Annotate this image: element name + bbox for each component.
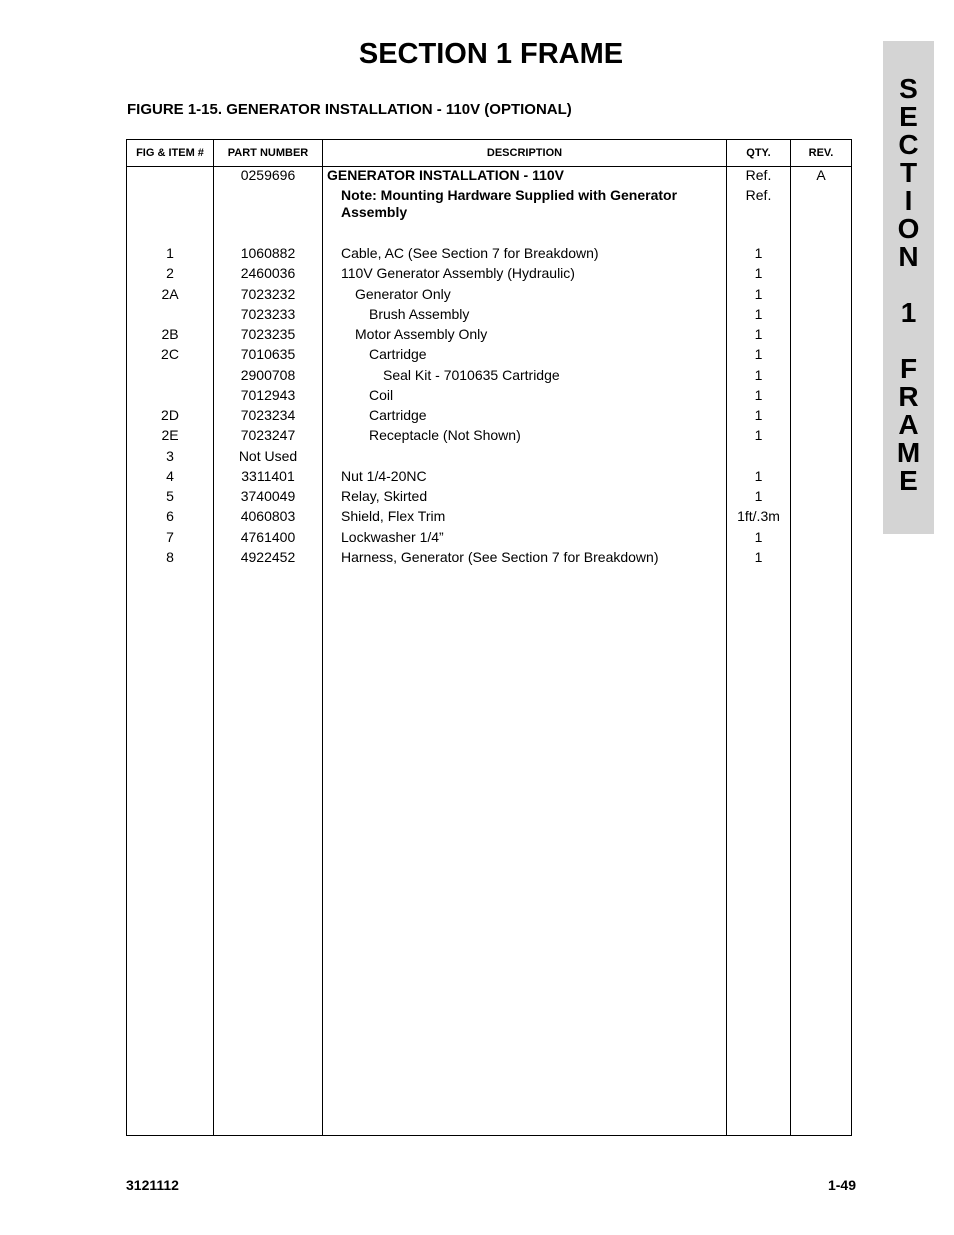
column-header-qty: QTY. bbox=[746, 147, 771, 159]
side-tab-letter: T bbox=[899, 157, 918, 188]
cell-item: 3 bbox=[166, 448, 174, 464]
cell-description: Brush Assembly bbox=[369, 306, 470, 322]
footer-page-number: 1-49 bbox=[827, 1177, 856, 1193]
cell-part-number: 2900708 bbox=[240, 367, 296, 383]
cell-item: 2B bbox=[161, 326, 179, 342]
cell-qty: 1 bbox=[754, 427, 763, 443]
page-title: SECTION 1 FRAME bbox=[358, 38, 624, 70]
cell-qty: Ref. bbox=[745, 167, 772, 183]
side-tab-letter: M bbox=[896, 437, 921, 468]
cell-part-number: Not Used bbox=[238, 448, 298, 464]
cell-qty: Ref. bbox=[745, 187, 772, 203]
cell-description: GENERATOR INSTALLATION - 110V bbox=[327, 167, 564, 183]
cell-part-number: 4060803 bbox=[240, 508, 296, 524]
cell-qty: 1 bbox=[754, 468, 763, 484]
cell-item: 5 bbox=[166, 488, 174, 504]
cell-item: 7 bbox=[166, 529, 174, 545]
cell-part-number: 4761400 bbox=[240, 529, 296, 545]
side-tab-letter: A bbox=[898, 409, 919, 440]
cell-part-number: 2460036 bbox=[240, 265, 296, 281]
cell-description: Relay, Skirted bbox=[341, 488, 428, 504]
cell-description: Receptacle (Not Shown) bbox=[369, 427, 521, 443]
cell-part-number: 3311401 bbox=[241, 468, 295, 484]
side-tab-letter: R bbox=[898, 381, 919, 412]
cell-part-number: 7010635 bbox=[240, 346, 296, 362]
cell-item: 2A bbox=[161, 286, 179, 302]
cell-item: 2D bbox=[161, 407, 179, 423]
column-header-description: DESCRIPTION bbox=[486, 147, 563, 159]
cell-item: 2 bbox=[166, 265, 174, 281]
cell-qty: 1 bbox=[754, 488, 763, 504]
column-header-part-number: PART NUMBER bbox=[227, 147, 309, 159]
cell-item: 1 bbox=[166, 245, 174, 261]
side-tab-letter: N bbox=[898, 241, 919, 272]
column-header-rev: REV. bbox=[808, 147, 834, 159]
cell-part-number: 4922452 bbox=[240, 549, 296, 565]
cell-qty: 1 bbox=[754, 367, 763, 383]
cell-description: Harness, Generator (See Section 7 for Breakdown) bbox=[341, 549, 659, 565]
side-tab-letter: S bbox=[899, 73, 918, 104]
cell-part-number: 1060882 bbox=[240, 245, 296, 261]
side-tab-letter: C bbox=[898, 129, 919, 160]
parts-table bbox=[126, 139, 852, 1136]
cell-qty: 1 bbox=[754, 326, 763, 342]
cell-description: Motor Assembly Only bbox=[355, 326, 488, 342]
cell-qty: 1 bbox=[754, 346, 763, 362]
cell-part-number: 7023247 bbox=[240, 427, 296, 443]
cell-part-number: 3740049 bbox=[240, 488, 296, 504]
cell-item: 2C bbox=[161, 346, 179, 362]
column-header-item: FIG & ITEM # bbox=[136, 147, 204, 159]
cell-rev: A bbox=[816, 167, 826, 183]
cell-description: Shield, Flex Trim bbox=[341, 508, 446, 524]
side-tab-letter: 1 bbox=[900, 297, 917, 328]
cell-item: 2E bbox=[161, 427, 179, 443]
cell-part-number: 7023233 bbox=[240, 306, 296, 322]
cell-description: 110V Generator Assembly (Hydraulic) bbox=[341, 265, 575, 281]
cell-qty: 1 bbox=[754, 549, 763, 565]
cell-item: 4 bbox=[166, 468, 174, 484]
cell-item: 6 bbox=[166, 508, 174, 524]
footer-doc-number: 3121112 bbox=[126, 1177, 179, 1193]
figure-title: FIGURE 1-15. GENERATOR INSTALLATION - 110V (OPTIONAL) bbox=[127, 101, 572, 118]
cell-qty: 1 bbox=[754, 306, 763, 322]
cell-qty: 1ft/.3m bbox=[737, 508, 780, 524]
cell-description: Note: Mounting Hardware Supplied with Generator Assembly bbox=[341, 187, 678, 220]
cell-part-number: 7023235 bbox=[240, 326, 296, 342]
side-tab-letter: E bbox=[899, 465, 918, 496]
cell-part-number: 7023232 bbox=[240, 286, 296, 302]
cell-description: Cable, AC (See Section 7 for Breakdown) bbox=[341, 245, 599, 261]
side-tab-letter: I bbox=[904, 185, 913, 216]
cell-qty: 1 bbox=[754, 529, 763, 545]
cell-qty: 1 bbox=[754, 265, 763, 281]
cell-part-number: 7012943 bbox=[240, 387, 296, 403]
cell-part-number: 7023234 bbox=[240, 407, 296, 423]
side-tab-letter: F bbox=[899, 353, 918, 384]
cell-description: Coil bbox=[369, 387, 394, 403]
cell-description: Generator Only bbox=[355, 286, 451, 302]
cell-description: Cartridge bbox=[369, 407, 427, 423]
cell-part-number: 0259696 bbox=[240, 167, 296, 183]
cell-qty: 1 bbox=[754, 407, 763, 423]
cell-qty: 1 bbox=[754, 387, 763, 403]
cell-qty: 1 bbox=[754, 286, 763, 302]
cell-qty: 1 bbox=[754, 245, 763, 261]
cell-description: Lockwasher 1/4” bbox=[341, 529, 444, 545]
cell-description: Cartridge bbox=[369, 346, 427, 362]
cell-description: Nut 1/4-20NC bbox=[341, 468, 427, 484]
side-tab-letter: O bbox=[897, 213, 920, 244]
cell-description: Seal Kit - 7010635 Cartridge bbox=[383, 367, 560, 383]
side-tab-letter: E bbox=[899, 101, 918, 132]
section-side-tab bbox=[883, 41, 934, 534]
cell-item: 8 bbox=[166, 549, 174, 565]
